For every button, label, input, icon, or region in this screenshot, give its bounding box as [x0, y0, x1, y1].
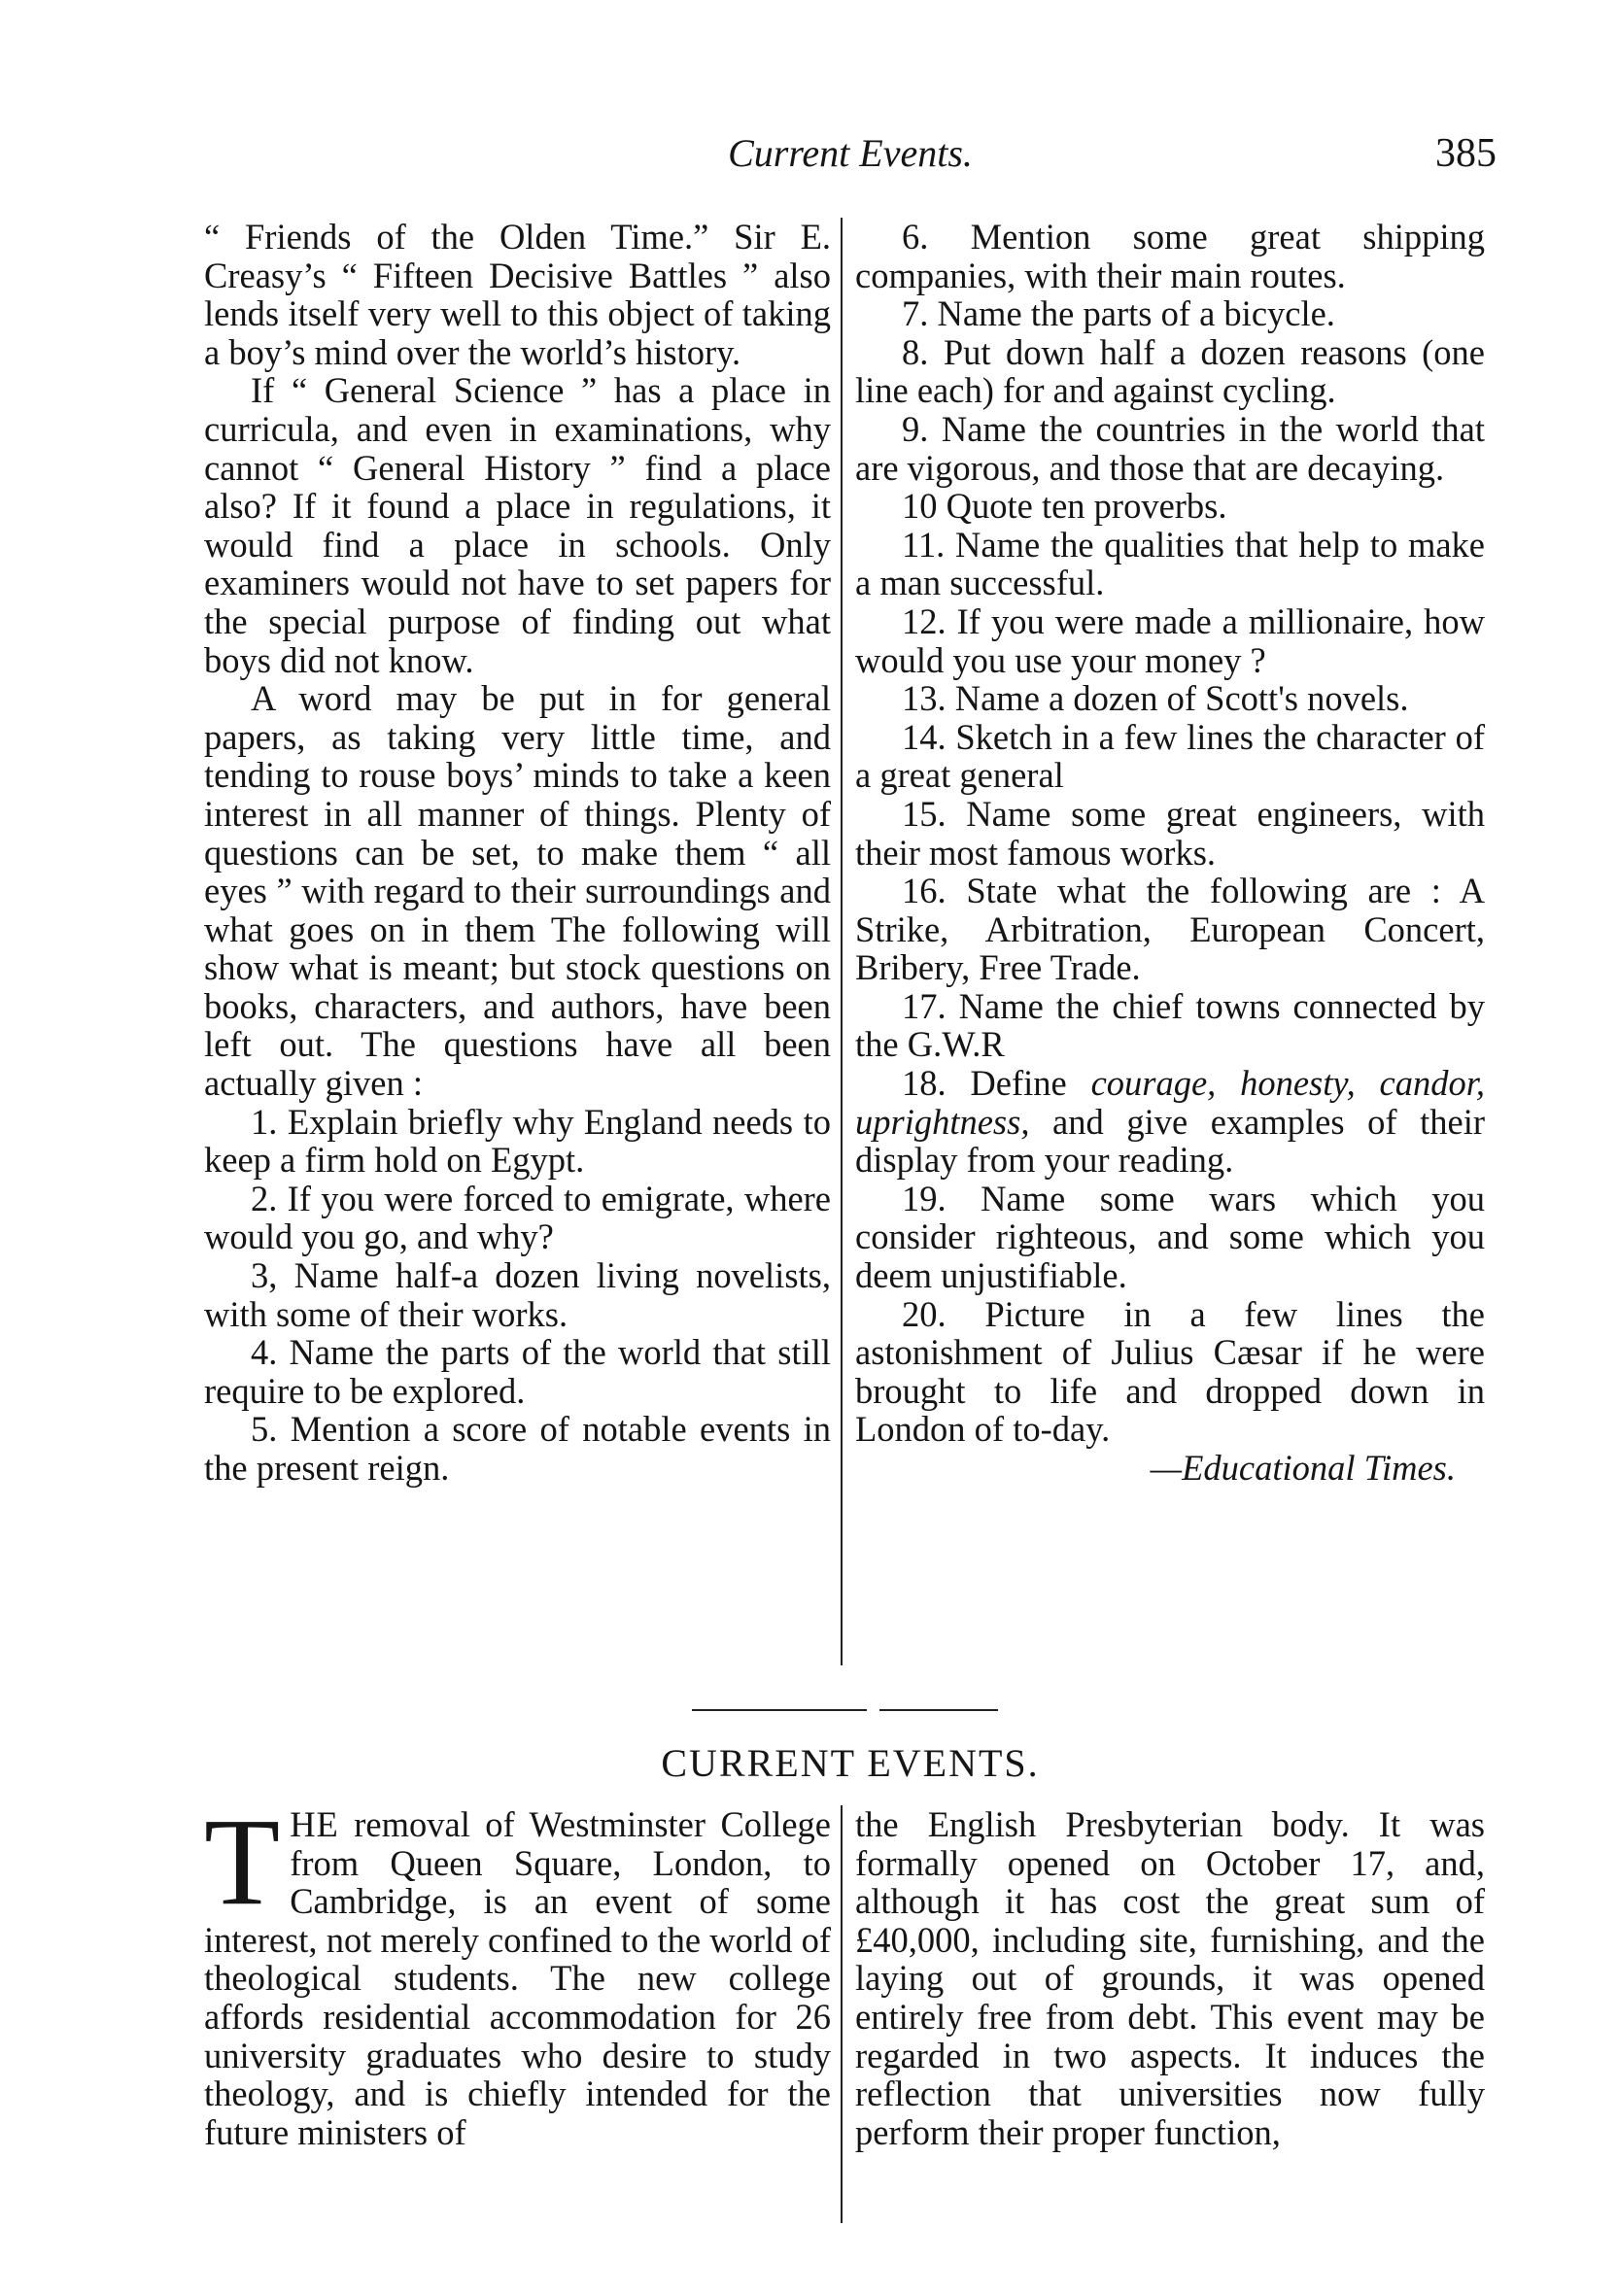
- question-item: 3, Name half-a dozen living novelists, with some of their works.: [204, 1255, 831, 1334]
- question-item: 11. Name the qualities that help to make a man successful.: [855, 524, 1485, 603]
- article-right-text: the English Presbyterian body. It was formally opened on October 17, and, although it has cost the great sum of £40,000, including site, furnishing, and the laying out of grounds, it was opened entirely free from debt. This event may be regarded in two aspects. It induces the reflection that universities now fully perform their proper function,: [855, 1804, 1485, 2152]
- lower-left-column: [204, 1793, 831, 2152]
- paragraph-general-history: If “ General Science ” has a place in curricula, and even in examinations, why cannot “ General History ” find a place also? If it found a place in regulations, it would find a place in schools. Only examiners would not have to set papers for the special purpose of finding out what boys did not know.: [204, 370, 831, 680]
- section-heading: CURRENT EVENTS.: [661, 1741, 1040, 1785]
- lead-caps: HE: [290, 1804, 339, 1844]
- question-item: 14. Sketch in a few lines the character of a great general: [855, 716, 1485, 796]
- drop-cap: T: [204, 1793, 281, 1931]
- q18-suffix: and give examples of their display from your reading.: [855, 1101, 1485, 1181]
- question-item: 13. Name a dozen of Scott's novels.: [902, 678, 1409, 719]
- paragraph-friends: “ Friends of the Olden Time.” Sir E. Creasy’s “ Fifteen Decisive Battles ” also lends itself very well to this object of taking a boy’s mind over the world’s history.: [204, 217, 831, 372]
- q18-word-uprightness: uprightness,: [855, 1101, 1030, 1142]
- column-rule-bottom: [841, 1805, 843, 2223]
- question-item: 17. Name the chief towns connected by the G.W.R: [855, 985, 1485, 1065]
- question-item: 5. Mention a score of notable events in the present reign.: [204, 1409, 831, 1488]
- upper-right-column: [855, 218, 1485, 1488]
- question-item-18: [855, 1064, 1485, 1180]
- question-item: 15. Name some great engineers, with their most famous works.: [855, 793, 1485, 873]
- question-item: 8. Put down half a dozen reasons (one line each) for and against cycling.: [855, 331, 1485, 411]
- lower-right-column: [855, 1805, 1485, 2151]
- q18-word-courage: courage,: [1090, 1063, 1217, 1104]
- paragraph-general-papers: A word may be put in for general papers, as taking very little time, and tending to rouse boys’ minds to take a keen interest in all manner of things. Plenty of questions can be set, to make them “ all eyes ” with regard to their surroundings and what goes on in them The following will show what is meant; but stock questions on books, characters, and authors, have been left out. The questions have all been actually given :: [204, 678, 831, 1104]
- upper-left-column: [204, 218, 831, 1488]
- question-item: 6. Mention some great shipping companies, with their main routes.: [855, 217, 1485, 295]
- section-separator-long: [692, 1709, 867, 1711]
- question-item: 4. Name the parts of the world that still require to be explored.: [204, 1332, 831, 1411]
- question-item: 16. State what the following are : A Strike, Arbitration, European Concert, Bribery, Free Trade.: [855, 871, 1485, 988]
- running-head: [204, 124, 1497, 183]
- question-item: 19. Name some wars which you consider righteous, and some which you deem unjustifiable.: [855, 1178, 1485, 1296]
- article-left-text: removal of Westminster College from Queen Square, London, to Cambridge, is an event of some interest, not merely confined to the world of theological students. The new college affords residential accommodation for 26 university graduates who desire to study theology, and is chiefly intended for the future ministers of: [204, 1804, 831, 2152]
- q18-word-honesty: honesty,: [1240, 1063, 1356, 1104]
- attribution: —Educational Times.: [1150, 1448, 1456, 1488]
- question-item: 12. If you were made a millionaire, how would you use your money ?: [855, 600, 1485, 680]
- q18-word-candor: candor,: [1379, 1063, 1486, 1104]
- question-item: 2. If you were forced to emigrate, where would you go, and why?: [204, 1178, 831, 1257]
- page-number: 385: [1435, 131, 1497, 176]
- question-item: 20. Picture in a few lines the astonishment of Julius Cæsar if he were brought to life and dropped down in London of to-day.: [855, 1293, 1485, 1450]
- question-item: 10 Quote ten proverbs.: [902, 486, 1227, 527]
- running-title: Current Events.: [728, 131, 973, 175]
- q18-prefix: 18. Define: [902, 1063, 1091, 1104]
- article-opening: [204, 1793, 831, 2152]
- question-item: 1. Explain briefly why England needs to keep a firm hold on Egypt.: [204, 1101, 831, 1181]
- section-separator-short: [879, 1709, 998, 1711]
- question-item: 9. Name the countries in the world that are vigorous, and those that are decaying.: [855, 408, 1485, 488]
- question-item: 7. Name the parts of a bicycle.: [902, 293, 1335, 334]
- column-rule-top: [841, 218, 843, 1665]
